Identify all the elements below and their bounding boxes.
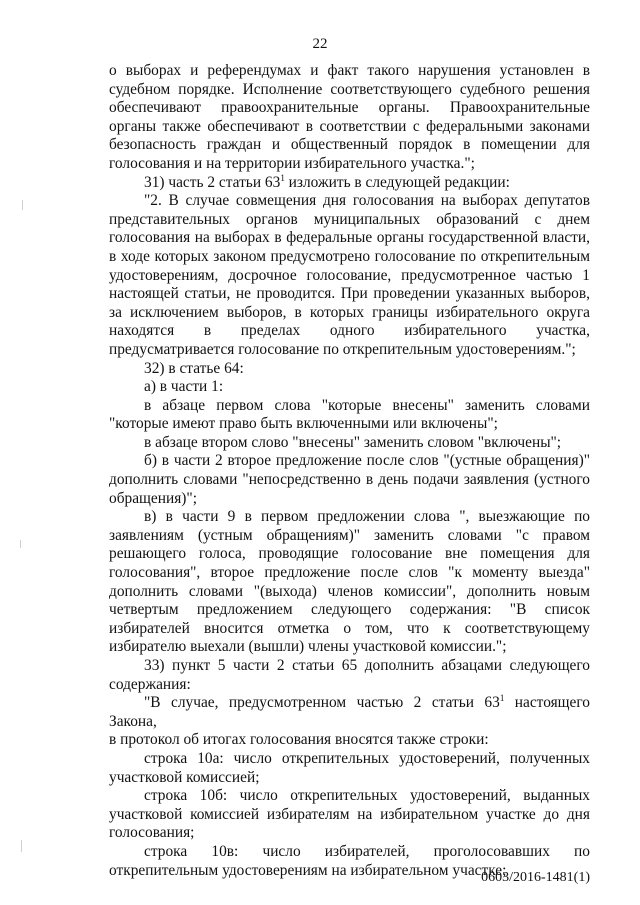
paragraph-row-10a: строка 10а: число открепительных удостоверений, полученных участковой комиссией; [109, 749, 590, 786]
paragraph-item-33: 33) пункт 5 части 2 статьи 65 дополнить абзацами следующего содержания: [109, 657, 590, 693]
page-number: 22 [312, 36, 328, 52]
scan-artifact [21, 840, 22, 852]
paragraph-row-10b: строка 10б: число открепительных удостоверений, выданных участковой комиссией избирателям на избирательном участке до дня голосования; [109, 787, 590, 842]
paragraph-quote-65-line1 [109, 694, 590, 731]
paragraph-quote-65-line2: в протокол об итогах голосования вносятся также строки: [109, 731, 489, 749]
document-body [109, 62, 590, 880]
scan-artifact [22, 200, 23, 210]
paragraph-abzac-2: в абзаце втором слово "внесены" заменить словом "включены"; [144, 433, 562, 451]
quote-65-text: "В случае, предусмотренном частью 2 статьи 63 [144, 694, 500, 712]
paragraph-abzac-1: в абзаце первом слова "которые внесены" заменить словами "которые имеют право быть включенными или включены"; [109, 396, 590, 433]
paragraph-item-32b: б) в части 2 второе предложение после слов "(устные обращения)" дополнить словами "непосредственно в день подачи заявления (устного обращения)"; [109, 452, 590, 507]
paragraph-quote-part-2: "2. В случае совмещения дня голосования на выборах депутатов представительных органов муниципальных образований с днем голосования на выборах в федеральные органы государственной власти, в ходе которых законом предусмотрено голосование по открепительным удостоверениям, досрочное голосование, предусмотренное частью 1 настоящей статьи, не проводится. При проведении указанных выборов, за исключением выборов, в которых границы избирательного округа находятся в пределах одного избирательного участка, предусматривается голосование по открепительным удостоверениям."; [109, 192, 590, 358]
item-31-text: 31) часть 2 статьи 63 [144, 173, 281, 191]
paragraph-item-32: 32) в статье 64: [144, 359, 244, 377]
superscript: 1 [499, 693, 505, 704]
paragraph-item-32a: а) в части 1: [144, 378, 224, 396]
paragraph-item-31 [109, 174, 590, 193]
document-code: 0603/2016-1481(1) [481, 870, 590, 885]
paragraph-item-32v: в) в части 9 в первом предложении слова ", выезжающие по заявлениям (устным обращениям)" заменить словами "с правом решающего голоса, проводящие голосование вне помещения для голосования", второе предложение после слов "к моменту выезда" дополнить словами "(выхода) членов комиссии", дополнить новым четвертым предложением следующего содержания: "В список избирателей вносится отметка о том, что к соответствующему избирателю выехали (вышли) члены участковой комиссии."; [109, 508, 590, 656]
item-31-tail: изложить в следующей редакции: [284, 173, 510, 191]
scan-artifact [20, 540, 21, 548]
superscript: 1 [280, 172, 285, 183]
quote-65-tail: настоящего Закона, [109, 694, 590, 730]
paragraph-continuation: о выборах и референдумах и факт такого нарушения установлен в судебном порядке. Исполнение соответствующего судебного решения обеспечивают правоохранительные органы. Правоохранительные органы также обеспечивают в соответствии с федеральными законами безопасность граждан и общественный порядок в помещении для голосования и на территории избирательного участка."; [109, 62, 590, 172]
paragraph-row-10v: строка 10в: число избирателей, проголосовавших по открепительным удостоверениям на избирательном участке; [109, 842, 590, 879]
